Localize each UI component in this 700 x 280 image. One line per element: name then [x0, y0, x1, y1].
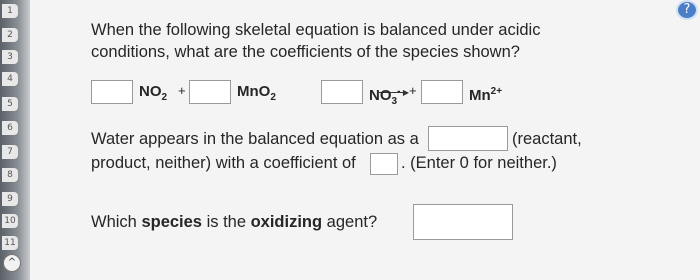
species-mn2plus: $Mn^{2+}$: [469, 86, 503, 104]
equation-row: [91, 80, 571, 107]
species-no3: $NO_3^-$: [369, 86, 401, 107]
left-sidebar: [0, 0, 30, 280]
sidebar-tab[interactable]: 10: [2, 214, 18, 228]
species-no2: $NO_2$: [139, 83, 168, 103]
sidebar-tab[interactable]: 9: [2, 192, 18, 206]
question-line-1: When the following skeletal equation is balanced under acidic: [91, 21, 541, 39]
water-coefficient-input[interactable]: [370, 153, 398, 175]
question-line-2: conditions, what are the coefficients of the species shown?: [91, 43, 520, 61]
water-role-options: (reactant,: [512, 130, 582, 148]
plus-sign: +: [409, 83, 417, 98]
sidebar-tab[interactable]: 6: [2, 121, 18, 135]
water-role-line: [91, 127, 419, 151]
sidebar-tab[interactable]: 3: [2, 50, 18, 64]
coefficient-input-mno2[interactable]: [189, 80, 231, 104]
coefficient-input-mn2plus[interactable]: [421, 80, 463, 104]
sidebar-tab[interactable]: 8: [2, 168, 18, 182]
oxidizing-agent-input[interactable]: [413, 204, 513, 240]
sidebar-tab[interactable]: 4: [2, 72, 18, 86]
coefficient-input-no2[interactable]: [91, 80, 133, 104]
plus-sign: +: [178, 83, 186, 98]
water-role-text: Water appears in the balanced equation as a: [91, 130, 419, 148]
sidebar-tab[interactable]: 1: [2, 4, 18, 18]
oxidizing-agent-question: Which species is the oxidizing agent?: [91, 213, 378, 231]
species-mno2: MnO$_2$: [237, 83, 276, 103]
sidebar-tab[interactable]: 5: [2, 97, 18, 111]
help-button[interactable]: ?: [676, 0, 698, 20]
water-coefficient-line: [91, 151, 356, 175]
sidebar-tab[interactable]: 7: [2, 145, 18, 159]
scroll-up-button[interactable]: ^: [3, 254, 21, 272]
water-role-input[interactable]: [428, 126, 508, 151]
coefficient-input-no3[interactable]: [321, 80, 363, 104]
question-text: [91, 19, 571, 63]
reaction-arrow: ▶: [379, 89, 409, 97]
sidebar-tab[interactable]: 2: [2, 28, 18, 42]
water-coefficient-text: product, neither) with a coefficient of: [91, 154, 356, 172]
sidebar-tab[interactable]: 11: [2, 236, 18, 250]
water-coefficient-hint: . (Enter 0 for neither.): [401, 154, 557, 172]
